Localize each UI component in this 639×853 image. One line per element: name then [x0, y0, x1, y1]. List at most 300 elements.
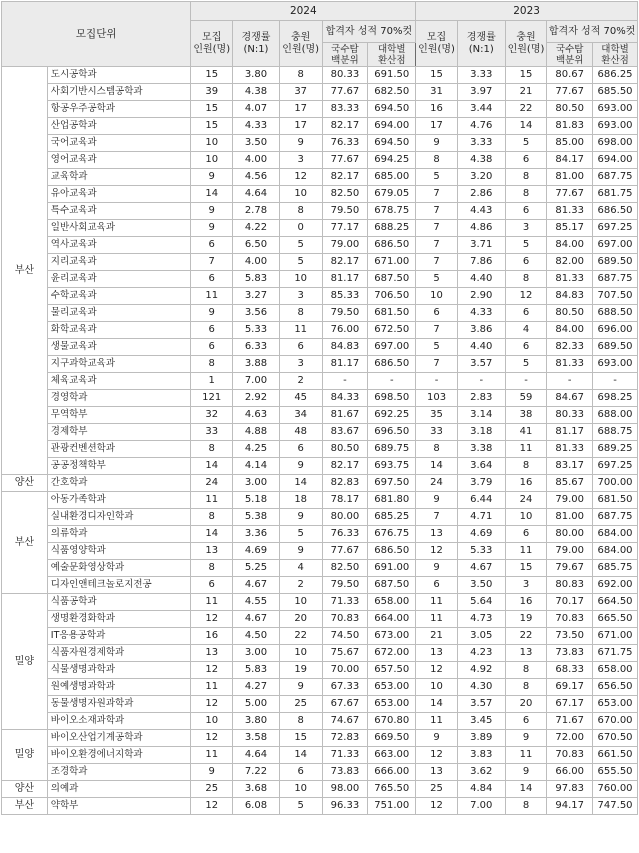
ratio-2024-cell: 4.14 [233, 458, 280, 475]
score-a-2023-cell: 68.33 [547, 662, 593, 679]
fill-2024-cell: 8 [279, 203, 322, 220]
score-a-2023-cell: 84.67 [547, 390, 593, 407]
score-a-2024-cell: 83.33 [322, 101, 368, 118]
score-b-2023-cell: - [593, 373, 638, 390]
score-a-2023-cell: 84.17 [547, 152, 593, 169]
score-a-2024-cell: 96.33 [322, 798, 368, 815]
region-cell: 부산 [2, 798, 48, 815]
fill-2024-cell: 3 [279, 288, 322, 305]
score-a-2024-cell: 74.50 [322, 628, 368, 645]
ratio-2024-cell: 5.25 [233, 560, 280, 577]
quota-2023-cell: 7 [416, 220, 458, 237]
fill-2024-cell: 19 [279, 662, 322, 679]
ratio-2024-cell: 3.00 [233, 645, 280, 662]
department-cell: 사회기반시스템공학과 [47, 84, 191, 101]
ratio-2024-cell: 4.88 [233, 424, 280, 441]
fill-2023-cell: 6 [505, 152, 547, 169]
quota-2024-cell: 12 [191, 798, 233, 815]
table-row [2, 441, 638, 458]
score-a-2023-cell: 80.00 [547, 526, 593, 543]
score-a-2024-cell: 98.00 [322, 781, 368, 798]
fill-2024-cell: 8 [279, 713, 322, 730]
score-a-2023-cell: 70.17 [547, 594, 593, 611]
department-cell: 항공우주공학과 [47, 101, 191, 118]
fill-2024-cell: 6 [279, 764, 322, 781]
score-a-2023-cell: 97.83 [547, 781, 593, 798]
score-b-2023-cell: 693.00 [593, 356, 638, 373]
table-row [2, 509, 638, 526]
ratio-2023-cell: 3.50 [457, 577, 505, 594]
score-a-2023-cell: 72.00 [547, 730, 593, 747]
score-a-2024-cell: 70.00 [322, 662, 368, 679]
ratio-2024-cell: 5.18 [233, 492, 280, 509]
score-a-2023-cell: 73.83 [547, 645, 593, 662]
score-b-2024-cell: 694.50 [368, 101, 416, 118]
score-b-2023-cell: 692.00 [593, 577, 638, 594]
region-cell: 양산 [2, 475, 48, 492]
department-cell: 동물생명자원과학과 [47, 696, 191, 713]
ratio-2023-cell: 6.44 [457, 492, 505, 509]
quota-2024-cell: 8 [191, 356, 233, 373]
score-a-2024-cell: 82.50 [322, 560, 368, 577]
quota-2024-cell: 9 [191, 305, 233, 322]
department-cell: 경제학부 [47, 424, 191, 441]
quota-2024-cell: 12 [191, 696, 233, 713]
score-b-2024-cell: 678.75 [368, 203, 416, 220]
table-row [2, 271, 638, 288]
fill-2023-cell: 6 [505, 339, 547, 356]
score-b-2024-cell: 681.50 [368, 305, 416, 322]
score-b-2023-cell: 665.50 [593, 611, 638, 628]
quota-2024-cell: 12 [191, 611, 233, 628]
fill-2024-cell: 22 [279, 628, 322, 645]
quota-2024-cell: 14 [191, 186, 233, 203]
department-cell: 식품영양학과 [47, 543, 191, 560]
fill-2023-cell: 59 [505, 390, 547, 407]
table-header [2, 2, 638, 67]
fill-2023-cell: 38 [505, 407, 547, 424]
score-a-2023-cell: 85.17 [547, 220, 593, 237]
score-b-2023-cell: 697.25 [593, 220, 638, 237]
fill-2024-cell: 14 [279, 475, 322, 492]
ratio-2024-cell: 4.38 [233, 84, 280, 101]
department-cell: 바이오소재과학과 [47, 713, 191, 730]
ratio-2023-cell: 4.84 [457, 781, 505, 798]
score-a-2023-cell: 81.83 [547, 118, 593, 135]
quota-2023-cell: 7 [416, 186, 458, 203]
ratio-2024-cell: 3.36 [233, 526, 280, 543]
table-row [2, 458, 638, 475]
table-row [2, 526, 638, 543]
admission-results-table-container [1, 1, 638, 815]
table-row [2, 254, 638, 271]
score-b-2023-cell: 670.00 [593, 713, 638, 730]
score-a-2024-cell: 77.17 [322, 220, 368, 237]
fill-2023-cell: 9 [505, 730, 547, 747]
ratio-2023-cell: 5.33 [457, 543, 505, 560]
quota-2023-cell: 13 [416, 764, 458, 781]
score-b-2024-cell: 673.00 [368, 628, 416, 645]
fill-2024-cell: 9 [279, 509, 322, 526]
region-cell: 부산 [2, 67, 48, 475]
score-b-2023-cell: 688.75 [593, 424, 638, 441]
quota-2023-cell: 9 [416, 560, 458, 577]
department-cell: 윤리교육과 [47, 271, 191, 288]
score-a-2024-cell: 81.17 [322, 271, 368, 288]
score-b-2024-cell: 696.50 [368, 424, 416, 441]
ratio-2024-cell: 3.56 [233, 305, 280, 322]
fill-2024-cell: 3 [279, 356, 322, 373]
department-cell: 식물생명과학과 [47, 662, 191, 679]
score-a-2023-cell: 67.17 [547, 696, 593, 713]
department-cell: 의예과 [47, 781, 191, 798]
department-cell: 공공정책학부 [47, 458, 191, 475]
score-a-2024-cell: 77.67 [322, 152, 368, 169]
table-row [2, 288, 638, 305]
quota-2024-cell: 25 [191, 781, 233, 798]
score-b-2024-cell: 685.25 [368, 509, 416, 526]
score-a-2024-cell: 81.67 [322, 407, 368, 424]
quota-2023-cell: 24 [416, 475, 458, 492]
score-b-2023-cell: 661.50 [593, 747, 638, 764]
score-a-2024-cell: 84.33 [322, 390, 368, 407]
fill-2024-cell: 17 [279, 101, 322, 118]
score-b-2023-cell: 685.75 [593, 560, 638, 577]
ratio-2023-cell: 3.83 [457, 747, 505, 764]
ratio-2024-cell: 7.00 [233, 373, 280, 390]
table-row [2, 781, 638, 798]
quota-2023-cell: 33 [416, 424, 458, 441]
department-cell: 역사교육과 [47, 237, 191, 254]
score-a-2023-cell: 79.00 [547, 543, 593, 560]
score-b-2023-cell: 689.50 [593, 339, 638, 356]
score-b-2024-cell: 694.00 [368, 118, 416, 135]
score-b-2023-cell: 693.00 [593, 101, 638, 118]
ratio-2024-cell: 6.50 [233, 237, 280, 254]
score-b-2024-cell: 686.50 [368, 237, 416, 254]
ratio-2023-cell: 5.64 [457, 594, 505, 611]
fill-2023-cell: 41 [505, 424, 547, 441]
score-b-header-2024: 대학별 환산점 [368, 43, 416, 67]
table-row [2, 662, 638, 679]
table-row [2, 373, 638, 390]
score-b-2024-cell: 653.00 [368, 696, 416, 713]
department-cell: 일반사회교육과 [47, 220, 191, 237]
table-row [2, 594, 638, 611]
quota-2023-cell: 7 [416, 203, 458, 220]
score-b-2024-cell: 663.00 [368, 747, 416, 764]
quota-2024-cell: 13 [191, 645, 233, 662]
fill-2024-cell: 25 [279, 696, 322, 713]
fill-2023-cell: 6 [505, 203, 547, 220]
ratio-2023-cell: 4.23 [457, 645, 505, 662]
ratio-2023-cell: 3.71 [457, 237, 505, 254]
score-b-2023-cell: 697.25 [593, 458, 638, 475]
table-row [2, 237, 638, 254]
quota-2023-cell: - [416, 373, 458, 390]
table-row [2, 424, 638, 441]
ratio-2024-cell: 3.50 [233, 135, 280, 152]
fill-2023-cell: 22 [505, 101, 547, 118]
ratio-2024-cell: 7.22 [233, 764, 280, 781]
table-row [2, 135, 638, 152]
fill-2024-cell: 9 [279, 135, 322, 152]
fill-2023-cell: 3 [505, 577, 547, 594]
quota-2023-cell: 7 [416, 254, 458, 271]
fill-2023-cell: 24 [505, 492, 547, 509]
quota-2024-cell: 12 [191, 662, 233, 679]
score-b-2024-cell: 694.50 [368, 135, 416, 152]
ratio-2023-cell: 3.86 [457, 322, 505, 339]
ratio-2023-cell: 2.86 [457, 186, 505, 203]
score-a-2024-cell: 74.67 [322, 713, 368, 730]
fill-2023-cell: 5 [505, 237, 547, 254]
score-b-2024-cell: 681.80 [368, 492, 416, 509]
score-b-2024-cell: 671.00 [368, 254, 416, 271]
quota-2023-cell: 16 [416, 101, 458, 118]
fill-2023-cell: 15 [505, 560, 547, 577]
score-b-2024-cell: 687.50 [368, 271, 416, 288]
quota-2023-cell: 7 [416, 322, 458, 339]
score-a-2024-cell: 71.33 [322, 747, 368, 764]
ratio-2023-cell: 4.92 [457, 662, 505, 679]
score-b-2023-cell: 685.50 [593, 84, 638, 101]
ratio-2023-cell: 3.57 [457, 356, 505, 373]
ratio-2023-cell: 7.86 [457, 254, 505, 271]
quota-2024-cell: 11 [191, 288, 233, 305]
quota-2024-cell: 11 [191, 747, 233, 764]
ratio-2023-cell: 3.89 [457, 730, 505, 747]
quota-2024-cell: 39 [191, 84, 233, 101]
fill-2023-cell: 13 [505, 645, 547, 662]
score-b-2023-cell: 760.00 [593, 781, 638, 798]
department-cell: 지구과학교육과 [47, 356, 191, 373]
fill-2023-cell: 16 [505, 594, 547, 611]
ratio-2023-cell: 4.33 [457, 305, 505, 322]
table-row [2, 628, 638, 645]
fill-2024-cell: 6 [279, 339, 322, 356]
fill-2023-cell: - [505, 373, 547, 390]
department-cell: 물리교육과 [47, 305, 191, 322]
fill-2023-cell: 20 [505, 696, 547, 713]
score-a-2023-cell: 73.50 [547, 628, 593, 645]
fill-2024-cell: 5 [279, 798, 322, 815]
quota-2024-cell: 1 [191, 373, 233, 390]
fill-2024-cell: 9 [279, 543, 322, 560]
quota-2024-cell: 121 [191, 390, 233, 407]
table-row [2, 390, 638, 407]
score-b-2023-cell: 687.75 [593, 271, 638, 288]
score-a-2023-cell: 80.33 [547, 407, 593, 424]
quota-2023-cell: 14 [416, 696, 458, 713]
score-a-2023-cell: 79.67 [547, 560, 593, 577]
score-a-2023-cell: 80.67 [547, 67, 593, 84]
ratio-2024-cell: 3.00 [233, 475, 280, 492]
fill-2024-cell: 4 [279, 560, 322, 577]
table-row [2, 84, 638, 101]
ratio-2023-cell: 7.00 [457, 798, 505, 815]
score-a-2024-cell: 80.00 [322, 509, 368, 526]
ratio-2023-cell: 3.33 [457, 135, 505, 152]
score-b-2024-cell: 698.50 [368, 390, 416, 407]
score-b-2024-cell: 691.00 [368, 560, 416, 577]
quota-2024-cell: 8 [191, 509, 233, 526]
ratio-2024-cell: 6.33 [233, 339, 280, 356]
fill-2023-cell: 8 [505, 169, 547, 186]
department-cell: 바이오환경에너지학과 [47, 747, 191, 764]
score-a-header-2023: 국수탐 백분위 [547, 43, 593, 67]
quota-2023-cell: 5 [416, 271, 458, 288]
fill-2024-cell: 10 [279, 645, 322, 662]
fill-2023-cell: 12 [505, 288, 547, 305]
score-a-2023-cell: 82.00 [547, 254, 593, 271]
score-a-2024-cell: - [322, 373, 368, 390]
fill-2023-cell: 11 [505, 747, 547, 764]
department-cell: 특수교육과 [47, 203, 191, 220]
score-a-2024-cell: 79.50 [322, 305, 368, 322]
fill-2024-cell: 18 [279, 492, 322, 509]
ratio-2024-cell: 3.27 [233, 288, 280, 305]
region-cell: 부산 [2, 492, 48, 594]
cutline-header-2023: 합격자 성적 70%컷 [547, 21, 638, 43]
ratio-2024-cell: 4.25 [233, 441, 280, 458]
ratio-2023-cell: 3.20 [457, 169, 505, 186]
quota-2024-cell: 32 [191, 407, 233, 424]
cutline-header-2024: 합격자 성적 70%컷 [322, 21, 416, 43]
score-a-2024-cell: 71.33 [322, 594, 368, 611]
table-row [2, 492, 638, 509]
score-a-2024-cell: 80.33 [322, 67, 368, 84]
table-row [2, 356, 638, 373]
ratio-2023-cell: 4.67 [457, 560, 505, 577]
fill-2023-cell: 15 [505, 67, 547, 84]
fill-2024-cell: 0 [279, 220, 322, 237]
department-cell: 생명환경화학과 [47, 611, 191, 628]
ratio-2023-cell: 4.76 [457, 118, 505, 135]
fill-2024-cell: 6 [279, 441, 322, 458]
department-cell: 무역학부 [47, 407, 191, 424]
ratio-2024-cell: 3.68 [233, 781, 280, 798]
fill-2024-cell: 2 [279, 577, 322, 594]
table-row [2, 67, 638, 84]
fill-2023-cell: 6 [505, 305, 547, 322]
score-b-2024-cell: 692.25 [368, 407, 416, 424]
ratio-2024-cell: 4.67 [233, 611, 280, 628]
quota-2023-cell: 8 [416, 152, 458, 169]
ratio-2023-cell: 3.62 [457, 764, 505, 781]
score-a-2023-cell: 81.00 [547, 169, 593, 186]
score-a-2024-cell: 78.17 [322, 492, 368, 509]
score-a-2024-cell: 81.17 [322, 356, 368, 373]
quota-2024-cell: 6 [191, 271, 233, 288]
quota-2023-cell: 9 [416, 135, 458, 152]
score-a-2024-cell: 83.67 [322, 424, 368, 441]
quota-2024-cell: 10 [191, 135, 233, 152]
department-cell: 도시공학과 [47, 67, 191, 84]
score-b-2024-cell: 687.50 [368, 577, 416, 594]
ratio-2024-cell: 3.80 [233, 67, 280, 84]
department-cell: 간호학과 [47, 475, 191, 492]
department-cell: 화학교육과 [47, 322, 191, 339]
score-b-2023-cell: 671.75 [593, 645, 638, 662]
ratio-2023-cell: 3.64 [457, 458, 505, 475]
score-b-2024-cell: 693.75 [368, 458, 416, 475]
fill-2023-cell: 16 [505, 475, 547, 492]
quota-2024-cell: 9 [191, 220, 233, 237]
score-b-2023-cell: 687.75 [593, 169, 638, 186]
quota-2023-cell: 17 [416, 118, 458, 135]
score-b-2023-cell: 697.00 [593, 237, 638, 254]
score-a-2024-cell: 72.83 [322, 730, 368, 747]
score-b-2024-cell: 685.00 [368, 169, 416, 186]
fill-2024-cell: 8 [279, 67, 322, 84]
fill-2024-cell: 10 [279, 186, 322, 203]
quota-header-2023: 모집 인원(명) [416, 21, 458, 67]
table-row [2, 186, 638, 203]
quota-2023-cell: 21 [416, 628, 458, 645]
score-b-2024-cell: 691.50 [368, 67, 416, 84]
score-b-header-2023: 대학별 환산점 [593, 43, 638, 67]
score-a-2023-cell: 85.67 [547, 475, 593, 492]
ratio-2024-cell: 4.55 [233, 594, 280, 611]
fill-2023-cell: 6 [505, 713, 547, 730]
table-row [2, 118, 638, 135]
region-cell: 밀양 [2, 594, 48, 730]
ratio-2024-cell: 3.88 [233, 356, 280, 373]
score-a-2023-cell: 85.00 [547, 135, 593, 152]
department-cell: 조경학과 [47, 764, 191, 781]
score-b-2023-cell: 681.50 [593, 492, 638, 509]
table-row [2, 543, 638, 560]
quota-2023-cell: 7 [416, 509, 458, 526]
table-row [2, 407, 638, 424]
score-a-2024-cell: 77.67 [322, 84, 368, 101]
quota-2024-cell: 13 [191, 543, 233, 560]
fill-2024-cell: 20 [279, 611, 322, 628]
score-a-2024-cell: 76.33 [322, 135, 368, 152]
ratio-2023-cell: 4.86 [457, 220, 505, 237]
quota-2024-cell: 9 [191, 764, 233, 781]
ratio-2024-cell: 4.63 [233, 407, 280, 424]
department-cell: 교육학과 [47, 169, 191, 186]
fill-2023-cell: 14 [505, 118, 547, 135]
score-b-2024-cell: 682.50 [368, 84, 416, 101]
ratio-2023-cell: 4.40 [457, 271, 505, 288]
quota-2023-cell: 10 [416, 288, 458, 305]
quota-2024-cell: 6 [191, 339, 233, 356]
fill-2023-cell: 8 [505, 458, 547, 475]
score-a-2023-cell: 81.17 [547, 424, 593, 441]
score-b-2023-cell: 681.75 [593, 186, 638, 203]
ratio-2024-cell: 4.00 [233, 152, 280, 169]
table-row [2, 152, 638, 169]
score-a-2023-cell: 70.83 [547, 747, 593, 764]
score-a-2024-cell: 85.33 [322, 288, 368, 305]
score-a-2024-cell: 76.00 [322, 322, 368, 339]
score-a-2024-cell: 82.17 [322, 169, 368, 186]
score-a-2024-cell: 73.83 [322, 764, 368, 781]
score-a-2024-cell: 76.33 [322, 526, 368, 543]
score-a-2024-cell: 82.50 [322, 186, 368, 203]
quota-2024-cell: 6 [191, 322, 233, 339]
score-b-2024-cell: 669.50 [368, 730, 416, 747]
table-row [2, 560, 638, 577]
table-row [2, 305, 638, 322]
ratio-header-2023: 경쟁률 (N:1) [457, 21, 505, 67]
quota-2023-cell: 31 [416, 84, 458, 101]
quota-2024-cell: 11 [191, 492, 233, 509]
fill-2023-cell: 5 [505, 135, 547, 152]
